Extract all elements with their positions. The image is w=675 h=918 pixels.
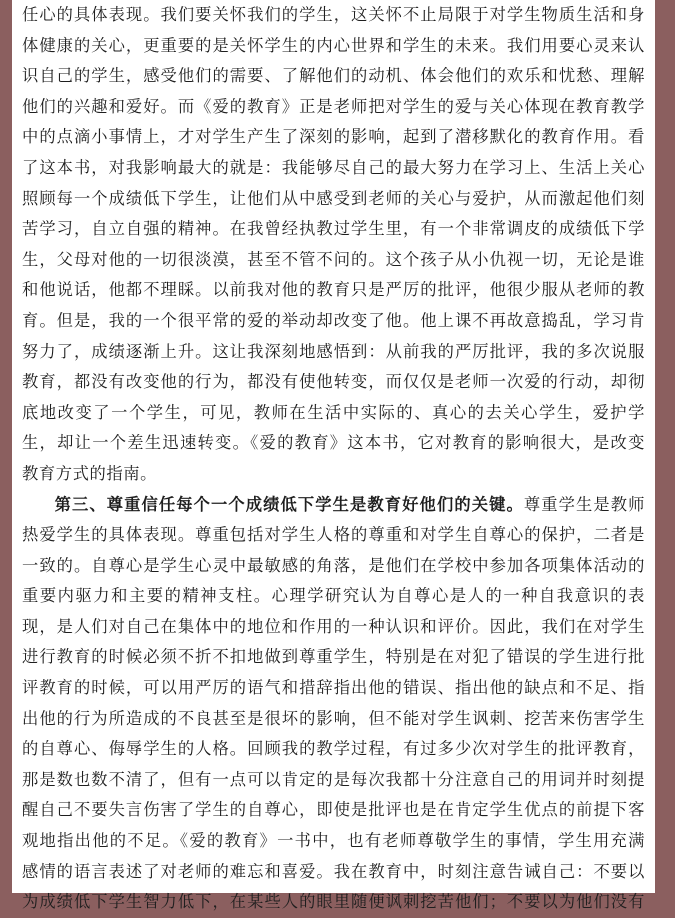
text-line: 他们的兴趣和爱好。而《爱的教育》正是老师把对学生的爱与关心体现在教育教学 [22, 96, 645, 116]
text-line: 了这本书，对我影响最大的就是：我能够尽自己的最大努力在学习上、生活上关心 [22, 157, 645, 177]
text-line: 重要内驱力和主要的精神支柱。心理学研究认为自尊心是人的一种自我意识的表 [22, 586, 645, 606]
text-line: 感情的语言表述了对老师的难忘和喜爱。我在教育中，时刻注意告诫自己：不要以 [22, 861, 645, 881]
paragraph-1 [22, 0, 645, 490]
paragraph-2 [22, 490, 645, 918]
text-line: 任心的具体表现。我们要关怀我们的学生，这关怀不止局限于对学生物质生活和身 [22, 5, 645, 24]
text-line: 中的点滴小事情上，才对学生产生了深刻的影响，起到了潜移默化的教育作用。看 [22, 127, 645, 147]
paragraph-2-first-line-rest: 尊重学生是教师 [523, 494, 646, 514]
text-line: 那是数也数不清了，但有一点可以肯定的是每次我都十分注意自己的用词并时刻提 [22, 769, 645, 789]
text-line: 教育方式的指南。 [22, 463, 158, 483]
text-line: 教育，都没有改变他的行为，都没有使他转变，而仅仅是老师一次爱的行动，却彻 [22, 372, 645, 392]
document-page [12, 0, 655, 912]
text-line: 生，父母对他的一切很淡漠，甚至不管不问的。这个孩子从小仇视一切，无论是谁 [22, 249, 645, 269]
text-line: 底地改变了一个学生，可见，教师在生活中实际的、真心的去关心学生，爱护学 [22, 402, 645, 422]
text-line: 育。但是，我的一个很平常的爱的举动却改变了他。他上课不再故意捣乱，学习肯 [22, 310, 645, 330]
text-line: 识自己的学生，感受他们的需要、了解他们的动机、体会他们的欢乐和忧愁、理解 [22, 66, 645, 86]
text-line: 照顾每一个成绩低下学生，让他们从中感受到老师的关心与爱护，从而激起他们刻 [22, 188, 645, 208]
text-line: 和他说话，他都不理睬。以前我对他的教育只是严厉的批评，他很少服从老师的教 [22, 280, 645, 300]
paragraph-2-first-line [22, 490, 645, 521]
text-line: 努力了，成绩逐渐上升。这让我深刻地感悟到：从前我的严厉批评，我的多次说服 [22, 341, 645, 361]
text-line: 一致的。自尊心是学生心灵中最敏感的角落，是他们在学校中参加各项集体活动的 [22, 555, 645, 575]
text-line: 的自尊心、侮辱学生的人格。回顾我的教学过程，有过多少次对学生的批评教育， [22, 739, 645, 759]
text-line: 进行教育的时候必须不折不扣地做到尊重学生，特别是在对犯了错误的学生进行批 [22, 647, 645, 667]
text-line: 为成绩低下学生智力低下，在某些人的眼里随便讽刺挖苦他们；不要以为他们没有 [22, 892, 645, 912]
text-line: 现，是人们对自己在集体中的地位和作用的一种认识和评价。因此，我们在对学生 [22, 616, 645, 636]
text-line: 生，却让一个差生迅速转变。《爱的教育》这本书，它对教育的影响很大，是改变 [22, 433, 645, 453]
section-heading: 第三、尊重信任每个一个成绩低下学生是教育好他们的关键。 [54, 494, 524, 514]
text-line: 醒自己不要失言伤害了学生的自尊心，即使是批评也是在肯定学生优点的前提下客 [22, 800, 645, 820]
text-line: 体健康的关心，更重要的是关怀学生的内心世界和学生的未来。我们用要心灵来认 [22, 35, 645, 55]
text-line: 评教育的时候，可以用严厉的语气和措辞指出他的错误、指出他的缺点和不足、指 [22, 678, 645, 698]
text-line: 苦学习，自立自强的精神。在我曾经执教过学生里，有一个非常调皮的成绩低下学 [22, 219, 645, 239]
document-body [22, 0, 645, 918]
text-line: 热爱学生的具体表现。尊重包括对学生人格的尊重和对学生自尊心的保护，二者是 [22, 525, 645, 545]
text-line: 出他的行为所造成的不良甚至是很坏的影响，但不能对学生讽刺、挖苦来伤害学生 [22, 708, 645, 728]
text-line: 观地指出他的不足。《爱的教育》一书中，也有老师尊敬学生的事情，学生用充满 [22, 831, 645, 851]
